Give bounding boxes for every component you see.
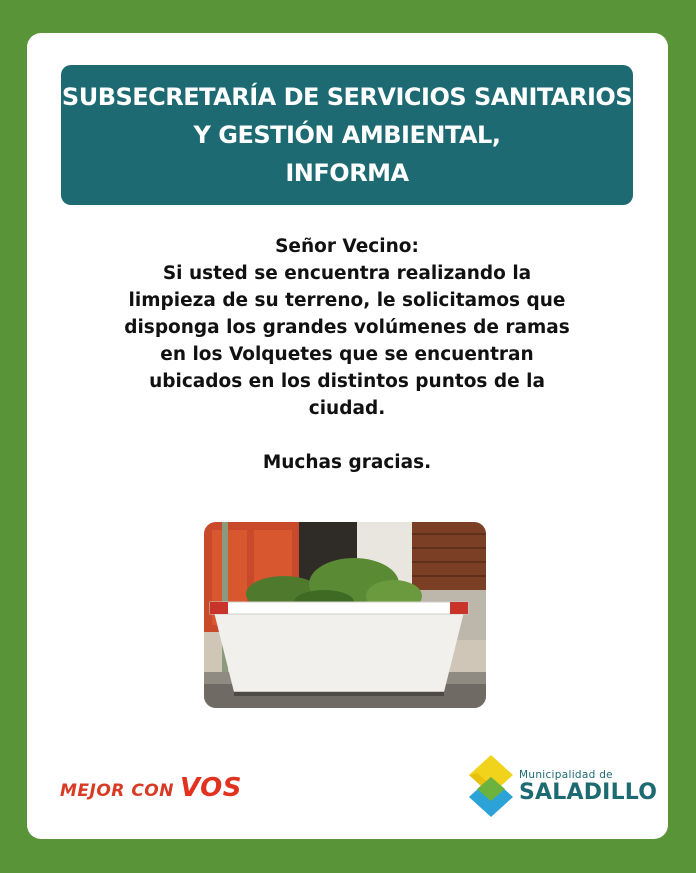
message-line: limpieza de su terreno, le solicitamos que [128, 290, 566, 311]
logo-subtitle: Municipalidad de [519, 769, 613, 781]
dumpster-photo [204, 522, 486, 708]
header-line-2: Y GESTIÓN AMBIENTAL, [193, 121, 501, 149]
notice-card [27, 33, 668, 839]
header-line-3: INFORMA [285, 159, 409, 187]
message-line: disponga los grandes volúmenes de ramas [124, 317, 570, 338]
message-line: en los Volquetes que se encuentran [160, 344, 534, 365]
thanks-line: Muchas gracias. [262, 452, 432, 473]
message-line: Señor Vecino: [275, 236, 419, 257]
header-banner [61, 65, 633, 205]
message-line: Si usted se encuentra realizando la [162, 263, 532, 284]
slogan-text: MEJOR CON [60, 781, 174, 801]
message-body [67, 233, 627, 476]
diamond-logo-icon [467, 755, 515, 819]
municipality-logo [467, 755, 657, 819]
header-line-1: SUBSECRETARÍA DE SERVICIOS SANITARIOS [61, 83, 633, 111]
message-line: ciudad. [308, 398, 386, 419]
slogan-vos: VOS [179, 773, 242, 803]
message-line: ubicados en los distintos puntos de la [149, 371, 545, 392]
slogan [60, 773, 242, 803]
logo-title: SALADILLO [519, 780, 658, 805]
